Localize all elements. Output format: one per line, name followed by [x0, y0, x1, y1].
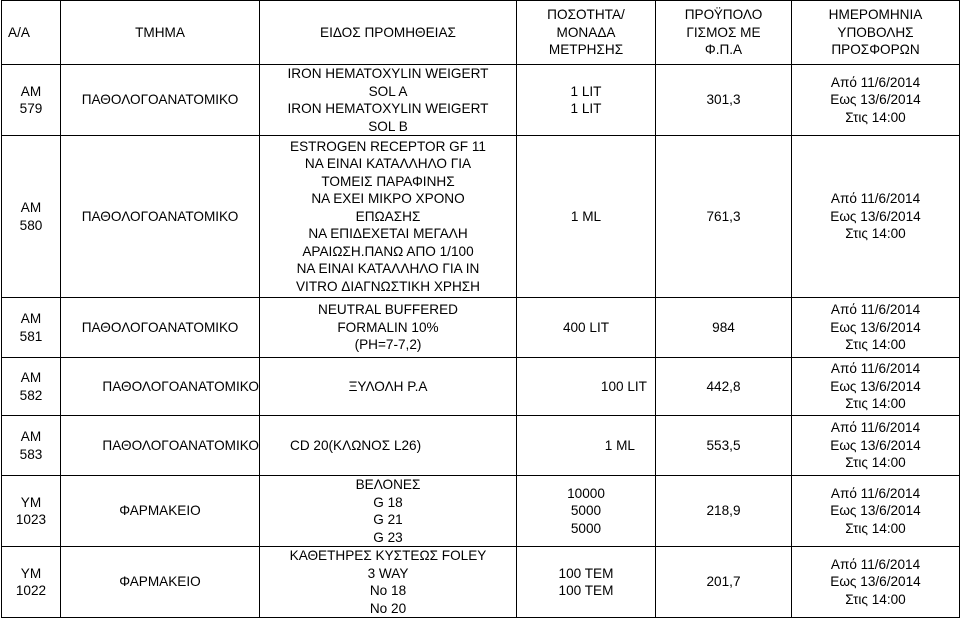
row-code: ΑΜ 580 — [2, 136, 61, 298]
row-deadline: Από 11/6/2014 Εως 13/6/2014 Στις 14:00 — [792, 65, 960, 136]
row-deadline: Από 11/6/2014 Εως 13/6/2014 Στις 14:00 — [792, 298, 960, 358]
row-product: IRON HEMATOXYLIN WEIGERT SOL A IRON HEMATOXYLIN WEIGERT SOL B — [260, 65, 517, 136]
row-budget: 442,8 — [656, 358, 792, 416]
row-dept: ΠΑΘΟΛΟΓΟΑΝΑΤΟΜΙΚΟ — [61, 416, 260, 476]
row-qty: 100 LIT — [517, 358, 656, 416]
row-qty: 10000 5000 5000 — [517, 476, 656, 547]
row-dept: ΠΑΘΟΛΟΓΟΑΝΑΤΟΜΙΚΟ — [61, 298, 260, 358]
row-deadline: Από 11/6/2014 Εως 13/6/2014 Στις 14:00 — [792, 358, 960, 416]
table-row — [2, 547, 960, 618]
row-budget: 301,3 — [656, 65, 792, 136]
procurement-table — [1, 0, 960, 618]
row-deadline: Από 11/6/2014 Εως 13/6/2014 Στις 14:00 — [792, 416, 960, 476]
header-qty: ΠΟΣΟΤΗΤΑ/ ΜΟΝΑΔΑ ΜΕΤΡΗΣΗΣ — [517, 1, 656, 65]
row-budget: 761,3 — [656, 136, 792, 298]
row-product: CD 20(ΚΛΩΝΟΣ L26) — [260, 416, 517, 476]
table-row — [2, 136, 960, 298]
row-product: ΞΥΛΟΛΗ Ρ.Α — [260, 358, 517, 416]
row-code: ΑΜ 579 — [2, 65, 61, 136]
row-budget: 553,5 — [656, 416, 792, 476]
row-product: ΒΕΛΟΝΕΣ G 18 G 21 G 23 — [260, 476, 517, 547]
row-code: ΑΜ 581 — [2, 298, 61, 358]
row-deadline: Από 11/6/2014 Εως 13/6/2014 Στις 14:00 — [792, 476, 960, 547]
row-budget: 218,9 — [656, 476, 792, 547]
row-deadline: Από 11/6/2014 Εως 13/6/2014 Στις 14:00 — [792, 547, 960, 618]
header-budget: ΠΡΟΫΠΟΛΟ ΓΙΣΜΟΣ ΜΕ Φ.Π.Α — [656, 1, 792, 65]
row-dept: ΠΑΘΟΛΟΓΟΑΝΑΤΟΜΙΚΟ — [61, 136, 260, 298]
row-product: NEUTRAL BUFFERED FORMALIN 10% (PH=7-7,2) — [260, 298, 517, 358]
row-dept: ΠΑΘΟΛΟΓΟΑΝΑΤΟΜΙΚΟ — [61, 358, 260, 416]
table-row — [2, 298, 960, 358]
row-code: ΑΜ 583 — [2, 416, 61, 476]
row-budget: 201,7 — [656, 547, 792, 618]
row-dept: ΦΑΡΜΑΚΕΙΟ — [61, 547, 260, 618]
row-budget: 984 — [656, 298, 792, 358]
table-row — [2, 476, 960, 547]
header-product: ΕΙΔΟΣ ΠΡΟΜΗΘΕΙΑΣ — [260, 1, 517, 65]
row-qty: 1 LIT 1 LIT — [517, 65, 656, 136]
table-row — [2, 358, 960, 416]
row-product: ΚΑΘΕΤΗΡΕΣ ΚΥΣΤΕΩΣ FOLEY 3 WAY No 18 No 20 — [260, 547, 517, 618]
header-dept: ΤΜΗΜΑ — [61, 1, 260, 65]
table-row — [2, 65, 960, 136]
table-row — [2, 416, 960, 476]
row-code: ΥΜ 1022 — [2, 547, 61, 618]
row-qty: 1 ML — [517, 416, 656, 476]
header-deadline: ΗΜΕΡΟΜΗΝΙΑ ΥΠΟΒΟΛΗΣ ΠΡΟΣΦΟΡΩΝ — [792, 1, 960, 65]
row-qty: 400 LIT — [517, 298, 656, 358]
header-row — [2, 1, 960, 65]
row-dept: ΦΑΡΜΑΚΕΙΟ — [61, 476, 260, 547]
row-dept: ΠΑΘΟΛΟΓΟΑΝΑΤΟΜΙΚΟ — [61, 65, 260, 136]
row-qty: 100 ΤΕΜ 100 ΤΕΜ — [517, 547, 656, 618]
row-code: ΥΜ 1023 — [2, 476, 61, 547]
row-qty: 1 ML — [517, 136, 656, 298]
row-product: ESTROGEN RECEPTOR GF 11 ΝΑ ΕΙΝΑΙ ΚΑΤΑΛΛΗΛΟ ΓΙΑ ΤΟΜΕΙΣ ΠΑΡΑΦΙΝΗΣ ΝΑ ΕΧΕΙ ΜΙΚΡΟ ΧΡΟΝΟ ΕΠΩΑΣΗΣ ΝΑ ΕΠΙΔΕΧΕΤΑΙ ΜΕΓΑΛΗ ΑΡΑΙΩΣΗ.ΠΑΝΩ ΑΠΟ 1/100 ΝΑ ΕΙΝΑΙ ΚΑΤΑΛΛΗΛΟ ΓΙΑ IN VITRO ΔΙΑΓΝΩΣΤΙΚΗ ΧΡΗΣΗ — [260, 136, 517, 298]
row-deadline: Από 11/6/2014 Εως 13/6/2014 Στις 14:00 — [792, 136, 960, 298]
row-code: ΑΜ 582 — [2, 358, 61, 416]
header-code: Α/Α — [2, 1, 61, 65]
